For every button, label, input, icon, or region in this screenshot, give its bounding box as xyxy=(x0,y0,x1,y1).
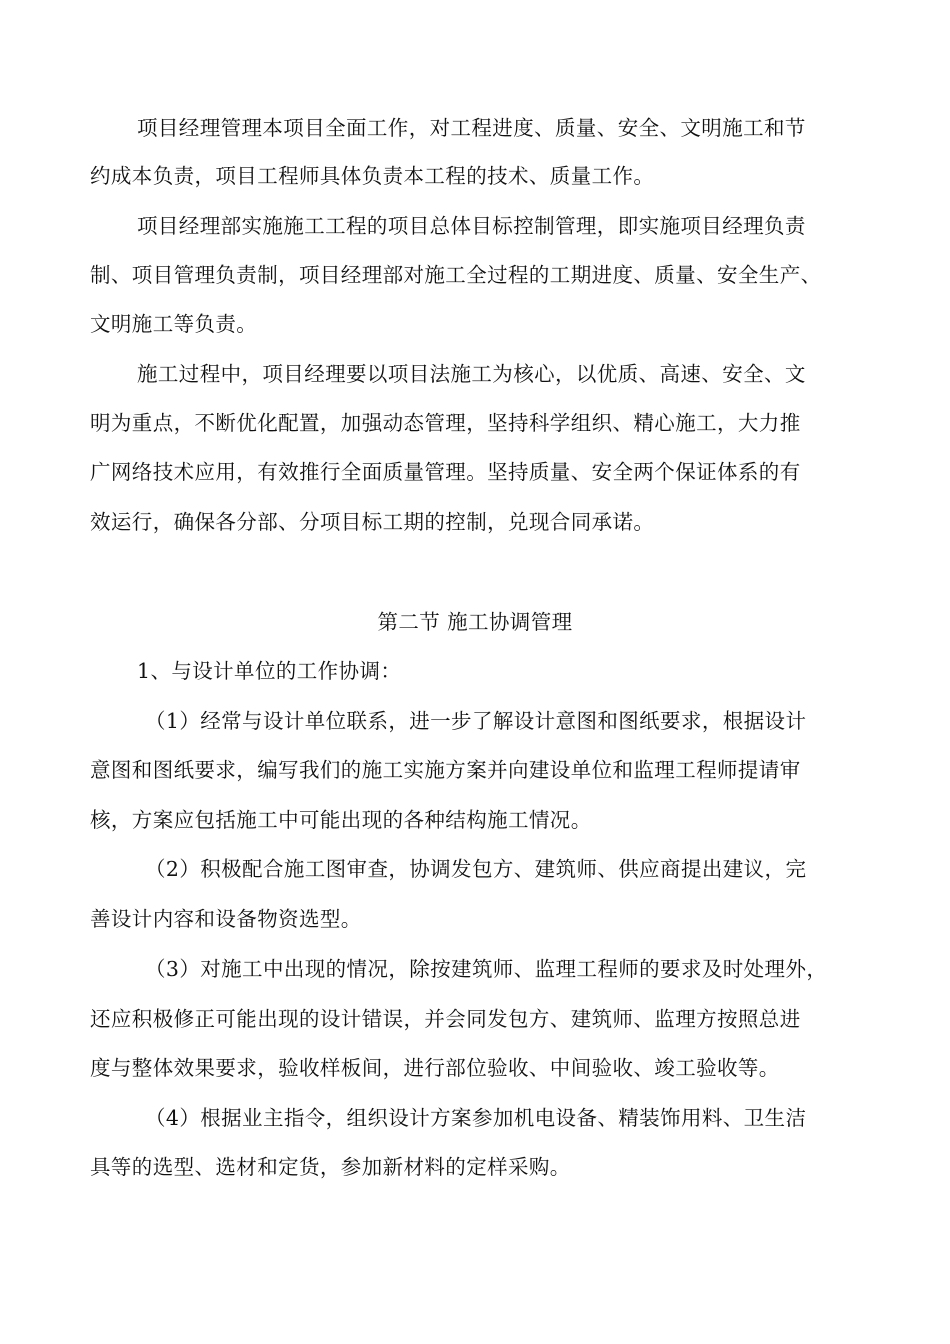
subitem-3-line-1: （3）对施工中出现的情况，除按建筑师、监理工程师的要求及时处理外， xyxy=(145,957,828,981)
paragraph-3-line-2: 明为重点，不断优化配置，加强动态管理，坚持科学组织、精心施工，大力推 xyxy=(90,411,801,435)
paragraph-2-line-3: 文明施工等负责。 xyxy=(90,312,258,336)
paragraph-2-line-2: 制、项目管理负责制，项目经理部对施工全过程的工期进度、质量、安全生产、 xyxy=(90,263,822,287)
subitem-4-line-2: 具等的选型、选材和定货，参加新材料的定样采购。 xyxy=(90,1155,571,1179)
item-1-heading: 1、与设计单位的工作协调： xyxy=(137,659,402,683)
subitem-3-line-3: 度与整体效果要求，验收样板间，进行部位验收、中间验收、竣工验收等。 xyxy=(90,1056,780,1080)
subitem-3-line-2: 还应积极修正可能出现的设计错误，并会同发包方、建筑师、监理方按照总进 xyxy=(90,1007,801,1031)
subitem-2-line-2: 善设计内容和设备物资选型。 xyxy=(90,907,362,931)
subitem-1-line-2: 意图和图纸要求，编写我们的施工实施方案并向建设单位和监理工程师提请审 xyxy=(90,758,801,782)
subitem-1-line-3: 核，方案应包括施工中可能出现的各种结构施工情况。 xyxy=(90,808,592,832)
paragraph-3-line-4: 效运行，确保各分部、分项目标工期的控制，兑现合同承诺。 xyxy=(90,510,655,534)
paragraph-1-line-1: 项目经理管理本项目全面工作，对工程进度、质量、安全、文明施工和节 xyxy=(137,116,806,140)
paragraph-2-line-1: 项目经理部实施施工工程的项目总体目标控制管理，即实施项目经理负责 xyxy=(137,214,806,238)
subitem-1-line-1: （1）经常与设计单位联系，进一步了解设计意图和图纸要求，根据设计 xyxy=(145,709,807,733)
paragraph-1-line-2: 约成本负责，项目工程师具体负责本工程的技术、质量工作。 xyxy=(90,164,655,188)
subitem-4-line-1: （4）根据业主指令，组织设计方案参加机电设备、精装饰用料、卫生洁 xyxy=(145,1106,807,1130)
section-title: 第二节 施工协调管理 xyxy=(377,610,573,634)
subitem-2-line-1: （2）积极配合施工图审查，协调发包方、建筑师、供应商提出建议，完 xyxy=(145,857,807,881)
paragraph-3-line-3: 广网络技术应用，有效推行全面质量管理。坚持质量、安全两个保证体系的有 xyxy=(90,460,801,484)
paragraph-3-line-1: 施工过程中，项目经理要以项目法施工为核心，以优质、高速、安全、文 xyxy=(137,362,806,386)
